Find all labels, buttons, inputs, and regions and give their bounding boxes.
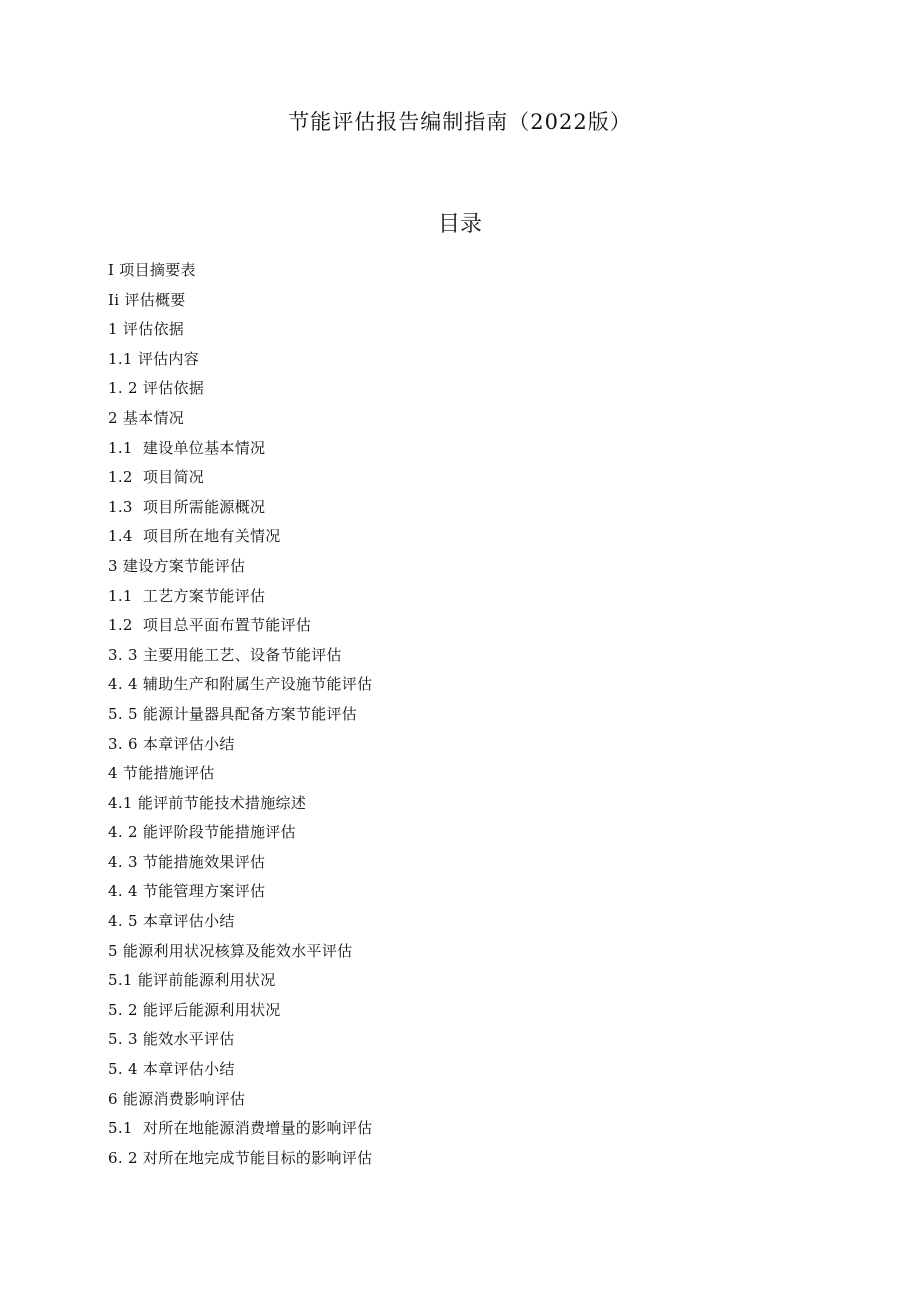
- toc-entry: 1. 2 评估依据: [108, 379, 205, 398]
- toc-entry: 5.1 能评前能源利用状况: [108, 971, 276, 990]
- toc-entry: 1 评估依据: [108, 320, 185, 339]
- table-of-contents: [108, 256, 372, 1173]
- toc-entry: 5. 5 能源计量器具配备方案节能评估: [108, 704, 358, 723]
- toc-entry: 3 建设方案节能评估: [108, 556, 246, 575]
- toc-entry: 4 节能措施评估: [108, 764, 215, 783]
- toc-entry: Ii 评估概要: [108, 290, 186, 309]
- toc-entry: 5. 3 能效水平评估: [108, 1030, 235, 1049]
- toc-entry: 3. 6 本章评估小结: [108, 734, 235, 753]
- toc-entry: 1.1 工艺方案节能评估: [108, 586, 266, 605]
- toc-entry: 4. 4 辅助生产和附属生产设施节能评估: [108, 675, 373, 694]
- toc-entry: 4. 5 本章评估小结: [108, 912, 235, 931]
- toc-entry: 4.1 能评前节能技术措施综述: [108, 793, 307, 812]
- toc-entry: 5. 2 能评后能源利用状况: [108, 1000, 281, 1019]
- toc-entry: 1.2 项目总平面布置节能评估: [108, 616, 312, 635]
- toc-entry: 4. 2 能评阶段节能措施评估: [108, 823, 296, 842]
- toc-entry: 4. 3 节能措施效果评估: [108, 852, 266, 871]
- toc-entry: 5.1 对所在地能源消费增量的影响评估: [108, 1119, 373, 1138]
- toc-entry: 5. 4 本章评估小结: [108, 1060, 235, 1079]
- toc-entry: 1.3 项目所需能源概况: [108, 497, 266, 516]
- toc-entry: I 项目摘要表: [108, 261, 196, 279]
- toc-entry: 1.2 项目简况: [108, 468, 205, 487]
- toc-entry: 6. 2 对所在地完成节能目标的影响评估: [108, 1148, 373, 1167]
- toc-entry: 1.4 项目所在地有关情况: [108, 527, 281, 546]
- toc-entry: 6 能源消费影响评估: [108, 1089, 246, 1108]
- toc-entry: 1.1 建设单位基本情况: [108, 438, 266, 457]
- toc-heading: 目录: [437, 212, 482, 237]
- toc-entry: 5 能源利用状况核算及能效水平评估: [108, 941, 353, 960]
- toc-entry: 1.1 评估内容: [108, 349, 200, 368]
- toc-entry: 4. 4 节能管理方案评估: [108, 882, 266, 901]
- toc-entry: 2 基本情况: [108, 408, 185, 427]
- document-title: 节能评估报告编制指南（2022版）: [288, 110, 632, 134]
- toc-entry: 3. 3 主要用能工艺、设备节能评估: [108, 645, 342, 664]
